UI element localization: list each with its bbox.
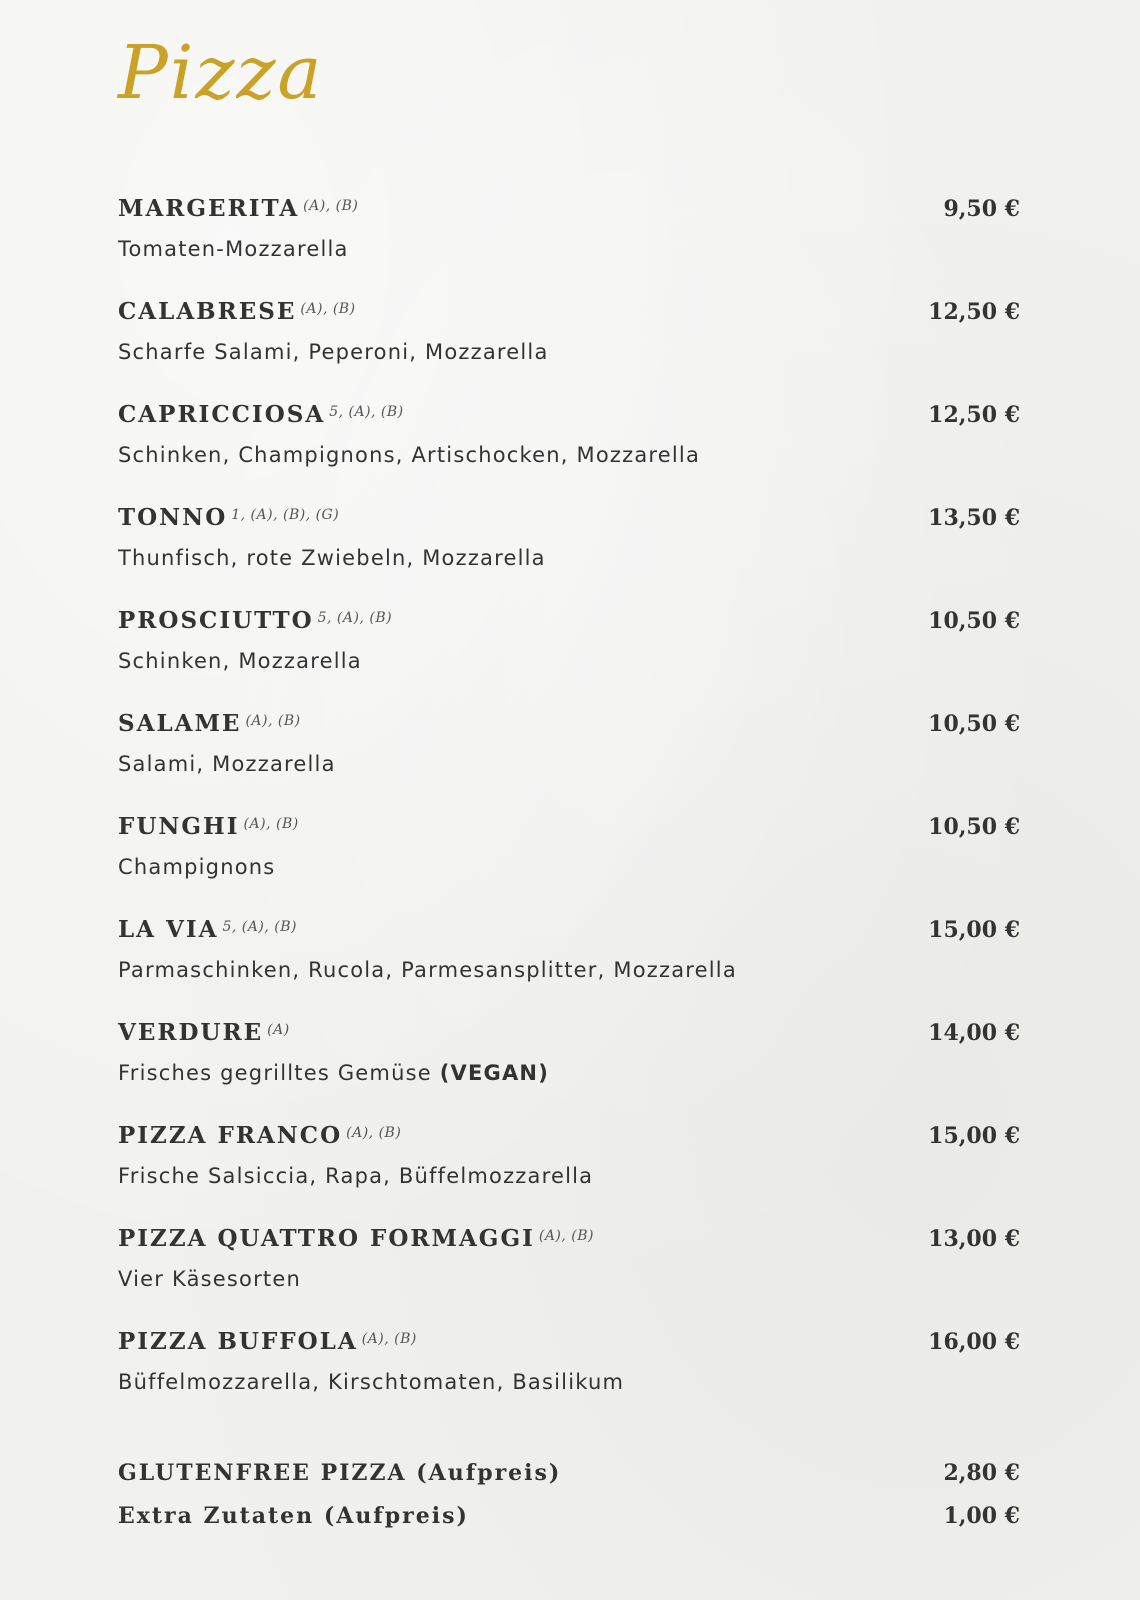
extra-label: Extra Zutaten (Aufpreis) bbox=[118, 1503, 469, 1529]
item-name-row bbox=[118, 915, 1020, 945]
extra-label: GLUTENFREE PIZZA (Aufpreis) bbox=[118, 1460, 562, 1486]
item-name: SALAME bbox=[118, 710, 242, 737]
item-name-row bbox=[118, 400, 1020, 430]
item-name-row bbox=[118, 606, 1020, 636]
item-price: 10,50 € bbox=[928, 608, 1020, 634]
item-name-row bbox=[118, 503, 1020, 533]
menu-item-pizza-buffola bbox=[118, 1327, 1020, 1407]
item-name: FUNGHI bbox=[118, 813, 240, 840]
item-name: PIZZA QUATTRO FORMAGGI bbox=[118, 1225, 535, 1252]
item-name: PIZZA BUFFOLA bbox=[118, 1328, 358, 1355]
item-price: 15,00 € bbox=[928, 1123, 1020, 1149]
item-name: TONNO bbox=[118, 504, 228, 531]
item-description: Champignons bbox=[118, 855, 276, 879]
item-price: 14,00 € bbox=[928, 1020, 1020, 1046]
item-price: 9,50 € bbox=[943, 196, 1020, 222]
menu-item-calabrese bbox=[118, 297, 1020, 377]
item-name-row bbox=[118, 297, 1020, 327]
item-name: CALABRESE bbox=[118, 298, 297, 325]
item-allergens: 5, (A), (B) bbox=[329, 404, 404, 420]
item-allergens: (A), (B) bbox=[361, 1331, 417, 1347]
item-name-row bbox=[118, 1121, 1020, 1151]
item-name: PIZZA FRANCO bbox=[118, 1122, 343, 1149]
item-name-row bbox=[118, 709, 1020, 739]
item-allergens: (A), (B) bbox=[346, 1125, 402, 1141]
item-name: MARGERITA bbox=[118, 195, 300, 222]
item-name-row bbox=[118, 1224, 1020, 1254]
item-description: Tomaten-Mozzarella bbox=[118, 237, 349, 261]
item-name-row bbox=[118, 1327, 1020, 1357]
extra-price: 2,80 € bbox=[943, 1460, 1020, 1486]
item-description bbox=[118, 1058, 549, 1088]
item-price: 15,00 € bbox=[928, 917, 1020, 943]
item-description: Schinken, Champignons, Artischocken, Mozzarella bbox=[118, 443, 701, 467]
item-allergens: 5, (A), (B) bbox=[317, 610, 393, 626]
item-name: LA VIA bbox=[118, 916, 219, 943]
menu-item-funghi bbox=[118, 812, 1020, 892]
item-description: Scharfe Salami, Peperoni, Mozzarella bbox=[118, 340, 549, 364]
extra-price: 1,00 € bbox=[943, 1503, 1020, 1529]
item-description: Thunfisch, rote Zwiebeln, Mozzarella bbox=[118, 546, 546, 570]
menu-title: Pizza bbox=[118, 30, 324, 116]
item-name: VERDURE bbox=[118, 1019, 264, 1046]
item-allergens: (A), (B) bbox=[300, 301, 356, 317]
item-description: Frische Salsiccia, Rapa, Büffelmozzarella bbox=[118, 1164, 594, 1188]
item-name-row bbox=[118, 812, 1020, 842]
item-name-row bbox=[118, 194, 1020, 224]
item-allergens: (A), (B) bbox=[243, 816, 299, 832]
menu-item-pizza-franco bbox=[118, 1121, 1020, 1201]
menu-item-quattro-formaggi bbox=[118, 1224, 1020, 1304]
menu-item-prosciutto bbox=[118, 606, 1020, 686]
item-allergens: (A), (B) bbox=[538, 1228, 595, 1244]
item-name: CAPRICCIOSA bbox=[118, 401, 326, 428]
menu-item-salame bbox=[118, 709, 1020, 789]
item-allergens: 5, (A), (B) bbox=[222, 919, 297, 935]
item-name-row bbox=[118, 1018, 1020, 1048]
menu-item-la-via bbox=[118, 915, 1020, 995]
item-description-text: Frisches gegrilltes Gemüse bbox=[118, 1061, 432, 1085]
item-description: Salami, Mozzarella bbox=[118, 752, 336, 776]
menu-item-capricciosa bbox=[118, 400, 1020, 480]
menu-item-verdure bbox=[118, 1018, 1020, 1098]
item-price: 10,50 € bbox=[928, 711, 1020, 737]
item-description: Vier Käsesorten bbox=[118, 1267, 301, 1291]
item-price: 12,50 € bbox=[928, 402, 1020, 428]
item-price: 13,00 € bbox=[928, 1226, 1020, 1252]
item-price: 13,50 € bbox=[928, 505, 1020, 531]
item-allergens: (A) bbox=[267, 1022, 290, 1038]
item-allergens: 1, (A), (B), (G) bbox=[231, 507, 340, 523]
extra-glutenfree bbox=[118, 1457, 1020, 1489]
item-description: Büffelmozzarella, Kirschtomaten, Basilikum bbox=[118, 1370, 625, 1394]
item-price: 16,00 € bbox=[928, 1329, 1020, 1355]
item-description: Schinken, Mozzarella bbox=[118, 649, 362, 673]
item-price: 10,50 € bbox=[928, 814, 1020, 840]
item-allergens: (A), (B) bbox=[303, 198, 359, 214]
item-price: 12,50 € bbox=[928, 299, 1020, 325]
item-allergens: (A), (B) bbox=[245, 713, 301, 729]
item-description: Parmaschinken, Rucola, Parmesansplitter, Mozzarella bbox=[118, 958, 737, 982]
menu-item-margerita bbox=[118, 194, 1020, 274]
menu-item-tonno bbox=[118, 503, 1020, 583]
item-name: PROSCIUTTO bbox=[118, 607, 314, 634]
vegan-tag: (VEGAN) bbox=[439, 1061, 550, 1085]
extra-zutaten bbox=[118, 1500, 1020, 1532]
